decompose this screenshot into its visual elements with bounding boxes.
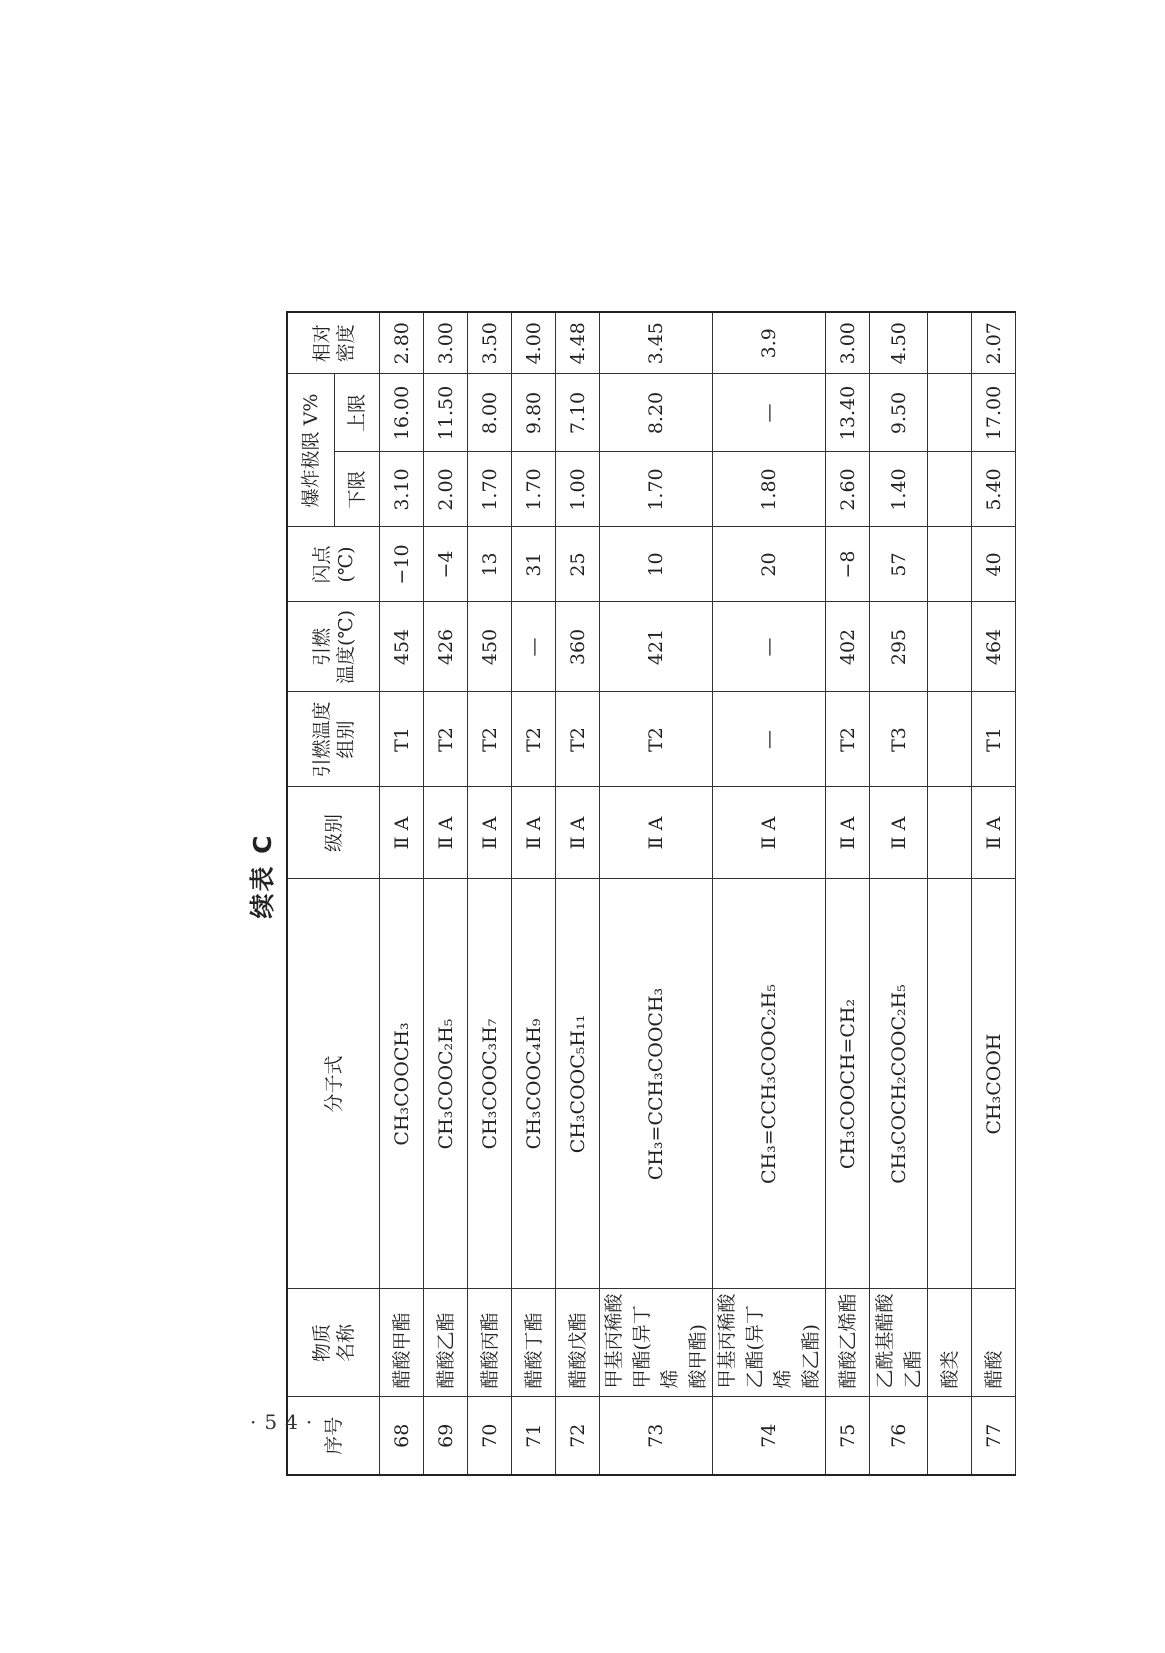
header-ignition-group: 引燃温度 组别: [287, 692, 380, 787]
cell-temp: —: [713, 602, 826, 692]
cell-upper: 11.50: [424, 374, 468, 452]
cell-density: [928, 312, 972, 374]
cell-flash: 25: [556, 527, 600, 602]
page-number-text: 54: [264, 1410, 306, 1434]
cell-lower: 1.70: [600, 452, 713, 527]
table-row: [380, 312, 424, 1475]
cell-upper: 8.00: [468, 374, 512, 452]
cell-upper: 16.00: [380, 374, 424, 452]
cell-density: 2.07: [972, 312, 1016, 374]
cell-group: [928, 692, 972, 787]
cell-level: Ⅱ A: [512, 787, 556, 879]
cell-seq: 74: [713, 1397, 826, 1475]
cell-group: T3: [870, 692, 928, 787]
cell-group: —: [713, 692, 826, 787]
cell-seq: [928, 1397, 972, 1475]
cell-name: 甲基丙稀酸 乙酯(异丁烯 酸乙酯): [713, 1289, 826, 1397]
cell-formula: CH₃COOC₃H₇: [468, 879, 512, 1289]
cell-upper: —: [713, 374, 826, 452]
cell-level: [928, 787, 972, 879]
cell-flash: 31: [512, 527, 556, 602]
cell-seq: 70: [468, 1397, 512, 1475]
cell-level: Ⅱ A: [468, 787, 512, 879]
cell-lower: 1.70: [468, 452, 512, 527]
table-row: [556, 312, 600, 1475]
table-row: [826, 312, 870, 1475]
cell-seq: 76: [870, 1397, 928, 1475]
cell-flash: 40: [972, 527, 1016, 602]
cell-formula: CH₃COOH: [972, 879, 1016, 1289]
table-row: [870, 312, 928, 1475]
cell-lower: 2.60: [826, 452, 870, 527]
cell-density: 3.9: [713, 312, 826, 374]
cell-name: 醋酸乙酯: [424, 1289, 468, 1397]
cell-density: 4.00: [512, 312, 556, 374]
cell-temp: 295: [870, 602, 928, 692]
cell-group: T2: [556, 692, 600, 787]
table-row: [713, 312, 826, 1475]
header-seq: 序号: [287, 1397, 380, 1475]
cell-group: T1: [380, 692, 424, 787]
table-row: [512, 312, 556, 1475]
cell-density: 4.48: [556, 312, 600, 374]
cell-flash: 13: [468, 527, 512, 602]
cell-upper: 7.10: [556, 374, 600, 452]
cell-name: 甲基丙稀酸 甲酯(异丁烯 酸甲酯): [600, 1289, 713, 1397]
cell-lower: [928, 452, 972, 527]
cell-level: Ⅱ A: [972, 787, 1016, 879]
header-formula: 分子式: [287, 879, 380, 1289]
cell-temp: 454: [380, 602, 424, 692]
cell-flash: 20: [713, 527, 826, 602]
cell-level: Ⅱ A: [424, 787, 468, 879]
cell-temp: 464: [972, 602, 1016, 692]
header-density: 相对 密度: [287, 312, 380, 374]
cell-seq: 75: [826, 1397, 870, 1475]
cell-density: 3.00: [826, 312, 870, 374]
cell-level: Ⅱ A: [826, 787, 870, 879]
cell-group: T2: [826, 692, 870, 787]
table-caption: 续表 C: [248, 833, 277, 919]
cell-density: 3.50: [468, 312, 512, 374]
header-name: 物质 名称: [287, 1289, 380, 1397]
cell-temp: 402: [826, 602, 870, 692]
cell-formula: CH₃COOCH=CH₂: [826, 879, 870, 1289]
cell-temp: —: [512, 602, 556, 692]
cell-formula: [928, 879, 972, 1289]
cell-name: 醋酸乙烯酯: [826, 1289, 870, 1397]
cell-seq: 77: [972, 1397, 1016, 1475]
cell-density: 3.45: [600, 312, 713, 374]
cell-lower: 1.40: [870, 452, 928, 527]
cell-upper: 13.40: [826, 374, 870, 452]
cell-temp: 360: [556, 602, 600, 692]
cell-seq: 73: [600, 1397, 713, 1475]
cell-upper: [928, 374, 972, 452]
cell-name: 醋酸戊酯: [556, 1289, 600, 1397]
header-flash-point: 闪点 (℃): [287, 527, 380, 602]
cell-formula: CH₃=CCH₃COOCH₃: [600, 879, 713, 1289]
cell-group: T2: [468, 692, 512, 787]
cell-level: Ⅱ A: [380, 787, 424, 879]
cell-formula: CH₃COOCH₃: [380, 879, 424, 1289]
page-number: ·54·: [250, 1410, 321, 1434]
cell-formula: CH₃COOC₄H₉: [512, 879, 556, 1289]
cell-lower: 5.40: [972, 452, 1016, 527]
cell-seq: 71: [512, 1397, 556, 1475]
cell-name: 醋酸丁酯: [512, 1289, 556, 1397]
cell-flash: −4: [424, 527, 468, 602]
cell-formula: CH₃COOC₅H₁₁: [556, 879, 600, 1289]
header-explosion-limit: 爆炸极限 V%: [287, 374, 335, 527]
table-row: [468, 312, 512, 1475]
cell-density: 2.80: [380, 312, 424, 374]
cell-seq: 68: [380, 1397, 424, 1475]
cell-name: 醋酸甲酯: [380, 1289, 424, 1397]
cell-name: 醋酸: [972, 1289, 1016, 1397]
cell-temp: [928, 602, 972, 692]
cell-formula: CH₃=CCH₃COOC₂H₅: [713, 879, 826, 1289]
cell-group: T2: [600, 692, 713, 787]
cell-flash: 10: [600, 527, 713, 602]
cell-formula: CH₃COCH₂COOC₂H₅: [870, 879, 928, 1289]
cell-upper: 9.80: [512, 374, 556, 452]
cell-lower: 2.00: [424, 452, 468, 527]
cell-level: Ⅱ A: [870, 787, 928, 879]
cell-level: Ⅱ A: [713, 787, 826, 879]
cell-name: 乙酰基醋酸 乙酯: [870, 1289, 928, 1397]
cell-level: Ⅱ A: [556, 787, 600, 879]
cell-upper: 8.20: [600, 374, 713, 452]
cell-flash: [928, 527, 972, 602]
table-row: [928, 312, 972, 1475]
table-row: [424, 312, 468, 1475]
cell-name: 醋酸丙酯: [468, 1289, 512, 1397]
cell-upper: 9.50: [870, 374, 928, 452]
cell-group: T2: [512, 692, 556, 787]
cell-flash: −8: [826, 527, 870, 602]
cell-lower: 1.70: [512, 452, 556, 527]
cell-lower: 3.10: [380, 452, 424, 527]
cell-upper: 17.00: [972, 374, 1016, 452]
cell-flash: −10: [380, 527, 424, 602]
cell-density: 3.00: [424, 312, 468, 374]
cell-seq: 72: [556, 1397, 600, 1475]
rotated-page-content: [248, 276, 1008, 1476]
cell-temp: 426: [424, 602, 468, 692]
table-row: [600, 312, 713, 1475]
cell-lower: 1.80: [713, 452, 826, 527]
data-table: [286, 311, 1016, 1476]
cell-flash: 57: [870, 527, 928, 602]
cell-lower: 1.00: [556, 452, 600, 527]
cell-temp: 450: [468, 602, 512, 692]
cell-level: Ⅱ A: [600, 787, 713, 879]
table-row: [972, 312, 1016, 1475]
cell-seq: 69: [424, 1397, 468, 1475]
cell-temp: 421: [600, 602, 713, 692]
cell-group: T2: [424, 692, 468, 787]
header-level: 级别: [287, 787, 380, 879]
category-label: 酸类: [928, 1289, 972, 1397]
cell-formula: CH₃COOC₂H₅: [424, 879, 468, 1289]
header-ignition-temp: 引燃 温度(℃): [287, 602, 380, 692]
header-lower: 下限: [335, 452, 380, 527]
cell-density: 4.50: [870, 312, 928, 374]
header-upper: 上限: [335, 374, 380, 452]
cell-group: T1: [972, 692, 1016, 787]
